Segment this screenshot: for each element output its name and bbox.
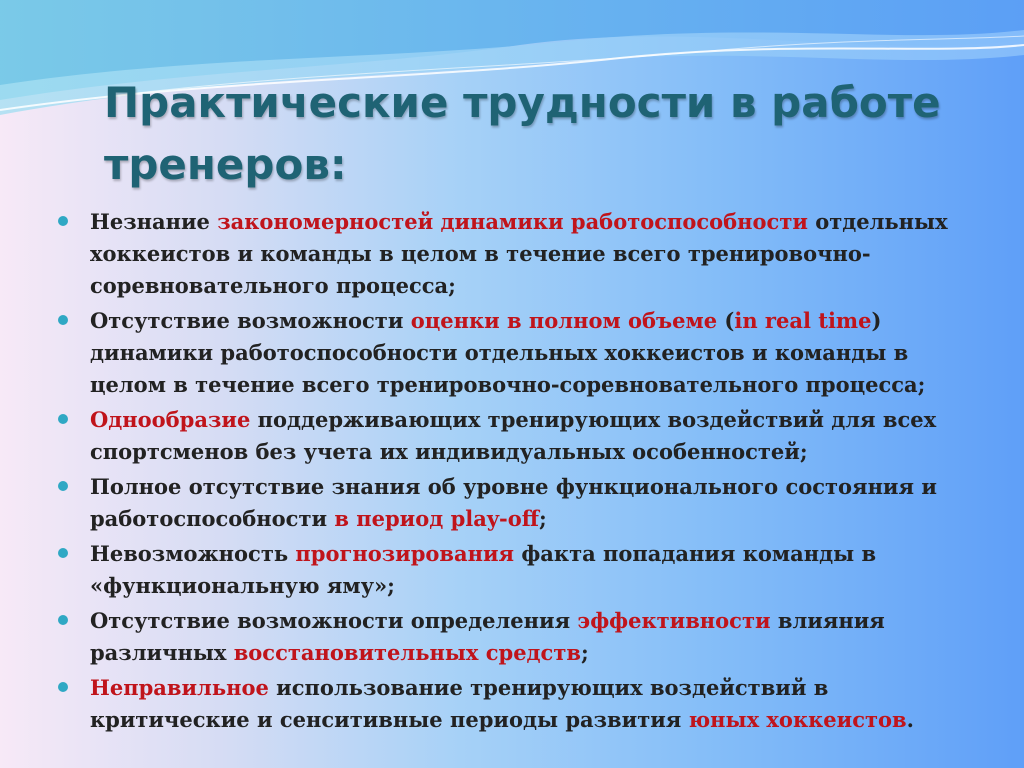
bullet-text: ;: [580, 640, 589, 665]
bullet-text: отдельных хоккеистов и команды в целом в течение всего тренировочно-соревновательного процесса;: [90, 209, 948, 298]
bullet-text: поддерживающих тренирующих воздействий для всех спортсменов без учета их индивидуальных особенностей;: [90, 407, 937, 464]
bullet-dot-icon: [58, 414, 68, 424]
highlighted-text: юных хоккеистов: [688, 707, 907, 732]
highlighted-text: прогнозирования: [295, 541, 515, 566]
bullet-text: ) динамики работоспособности отдельных хоккеистов и команды в целом в течение всего тренировочно-соревновательного процесса;: [90, 308, 926, 397]
bullet-text: Отсутствие возможности: [90, 308, 411, 333]
bullet-text: (: [717, 308, 735, 333]
bullet-text: факта попадания команды в «функциональную яму»;: [90, 541, 877, 598]
bullet-item: [58, 471, 968, 535]
bullet-text: ;: [539, 506, 547, 531]
bullet-text: Отсутствие возможности определения: [90, 608, 578, 633]
highlighted-text: Однообразие: [90, 407, 251, 432]
bullet-item: [58, 605, 968, 669]
bullet-text: Невозможность: [90, 541, 296, 566]
bullet-item: [58, 672, 968, 736]
bullet-list: [58, 206, 968, 739]
bullet-text: .: [906, 707, 914, 732]
highlighted-text: в период play-off: [334, 506, 539, 531]
bullet-dot-icon: [58, 315, 68, 325]
bullet-dot-icon: [58, 548, 68, 558]
bullet-text: использование тренирующих воздействий в критические и сенситивные периоды развития: [90, 675, 829, 732]
bullet-dot-icon: [58, 615, 68, 625]
bullet-text: влияния различных: [90, 608, 885, 665]
bullet-text: Незнание: [90, 209, 218, 234]
slide-title: Практические трудности в работе тренеров:: [104, 78, 941, 189]
bullet-item: [58, 305, 968, 401]
highlighted-text: оценки в полном объеме: [410, 308, 718, 333]
highlighted-text: эффективности: [577, 608, 771, 633]
bullet-item: [58, 206, 968, 302]
highlighted-text: Неправильное: [90, 675, 269, 700]
highlighted-text: in real time: [734, 308, 872, 333]
bullet-item: [58, 404, 968, 468]
bullet-text: Полное отсутствие знания об уровне функционального состояния и работоспособности: [90, 474, 937, 531]
highlighted-text: закономерностей динамики работоспособности: [217, 209, 808, 234]
bullet-dot-icon: [58, 481, 68, 491]
bullet-dot-icon: [58, 216, 68, 226]
highlighted-text: восстановительных средств: [233, 640, 581, 665]
bullet-item: [58, 538, 968, 602]
bullet-dot-icon: [58, 682, 68, 692]
